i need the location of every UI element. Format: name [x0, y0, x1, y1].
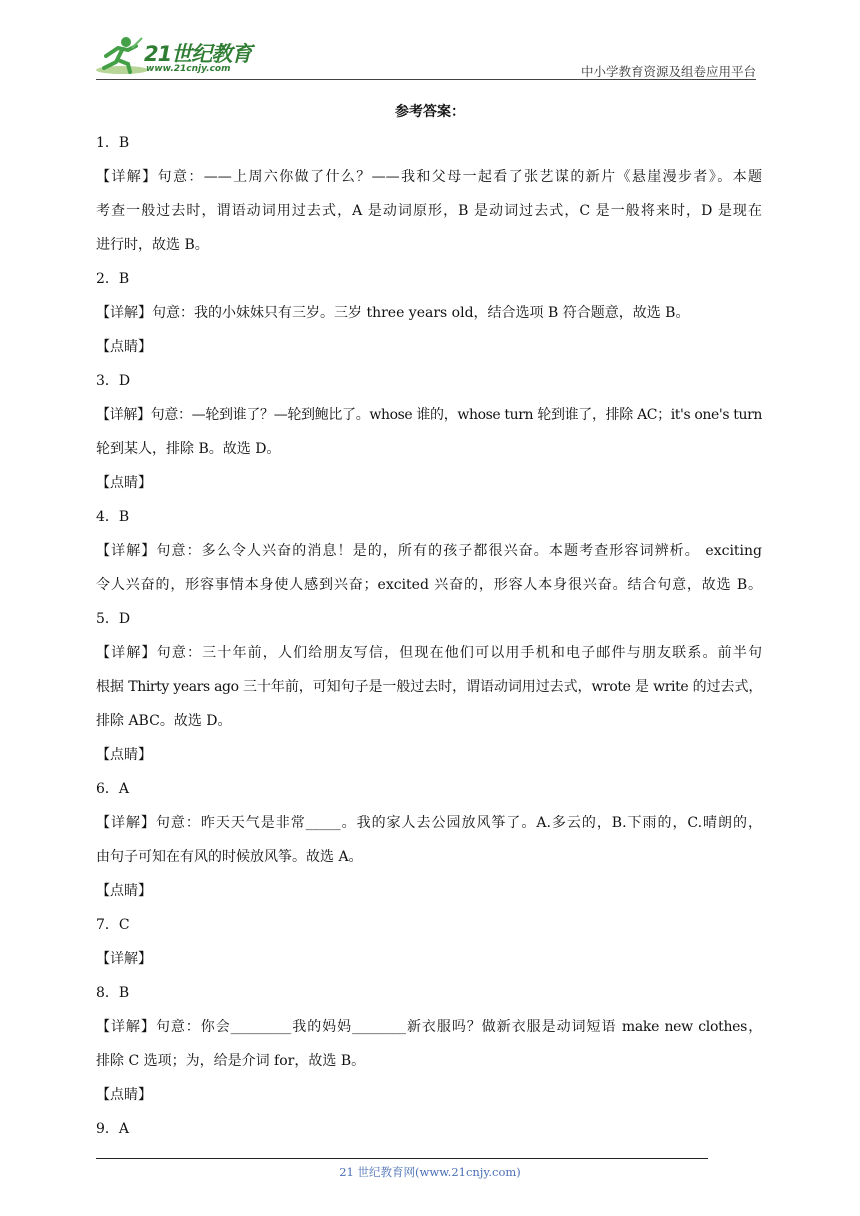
answer-line: 【详解】句意：——上周六你做了什么？——我和父母一起看了张艺谋的新片《悬崖漫步者》。本题: [96, 169, 762, 185]
answer-line: 2．B: [96, 271, 130, 287]
page-footer: 21 世纪教育网(www.21cnjy.com): [339, 1165, 521, 1179]
answer-line: 进行时，故选 B。: [96, 237, 209, 253]
answer-line: 【详解】句意：昨天天气是非常_____。我的家人去公园放风筝了。A.多云的，B.下雨的，C.晴朗的，: [96, 815, 762, 831]
answer-line: 【点睛】: [96, 883, 152, 899]
answer-line: 排除 C 选项；为，给是介词 for，故选 B。: [96, 1053, 366, 1069]
answer-line: 【详解】句意：三十年前，人们给朋友写信，但现在他们可以用手机和电子邮件与朋友联系。前半句: [96, 645, 762, 661]
logo: [92, 34, 262, 80]
answer-line: 5．D: [96, 611, 131, 627]
answer-line: 【点睛】: [96, 475, 152, 491]
answer-line: 6．A: [96, 781, 130, 797]
page-header: [0, 0, 860, 90]
answer-line: 【点睛】: [96, 339, 152, 355]
answer-line: 【详解】: [96, 951, 152, 967]
answer-line: 【详解】句意：我的小妹妹只有三岁。三岁 three years old，结合选项 B 符合题意，故选 B。: [96, 305, 690, 321]
answer-line: 根据 Thirty years ago 三十年前，可知句子是一般过去时，谓语动词用过去式，wrote 是 write 的过去式，: [96, 679, 762, 695]
answer-line: 【详解】句意：多么令人兴奋的消息！是的，所有的孩子都很兴奋。本题考查形容词辨析。 exciting: [96, 543, 762, 559]
answer-line: 轮到某人，排除 B。故选 D。: [96, 441, 281, 457]
answer-line: 3．D: [96, 373, 131, 389]
answer-line: 排除 ABC。故选 D。: [96, 713, 232, 729]
answer-line: 由句子可知在有风的时候放风筝。故选 A。: [96, 849, 363, 865]
answer-line: 【详解】句意：你会_________我的妈妈________新衣服吗？做新衣服是动词短语 make new clothes，: [96, 1019, 762, 1035]
page-title: 参考答案：: [395, 104, 465, 120]
logo-text: 21世纪教育: [144, 42, 252, 66]
platform-name: 中小学教育资源及组卷应用平台: [580, 64, 756, 79]
answer-line: 4．B: [96, 509, 130, 525]
answer-line: 【详解】句意：—轮到谁了？—轮到鲍比了。whose 谁的，whose turn 轮到谁了，排除 AC；it's one's turn: [96, 407, 762, 423]
answer-line: 令人兴奋的，形容事情本身使人感到兴奋；excited 兴奋的，形容人本身很兴奋。结合句意，故选 B。: [96, 577, 762, 593]
logo-url: www.21cnjy.com: [146, 64, 231, 74]
answer-line: 9．A: [96, 1121, 130, 1137]
answer-line: 1．B: [96, 135, 130, 151]
footer-divider: [96, 1158, 708, 1159]
answer-line: 【点睛】: [96, 1087, 152, 1103]
answer-line: 考查一般过去时，谓语动词用过去式，A 是动词原形，B 是动词过去式，C 是一般将来时，D 是现在: [96, 203, 762, 219]
header-divider: [96, 79, 756, 80]
answer-line: 7．C: [96, 917, 130, 933]
answer-line: 8．B: [96, 985, 130, 1001]
answer-content: [96, 126, 762, 1146]
answer-line: 【点睛】: [96, 747, 152, 763]
